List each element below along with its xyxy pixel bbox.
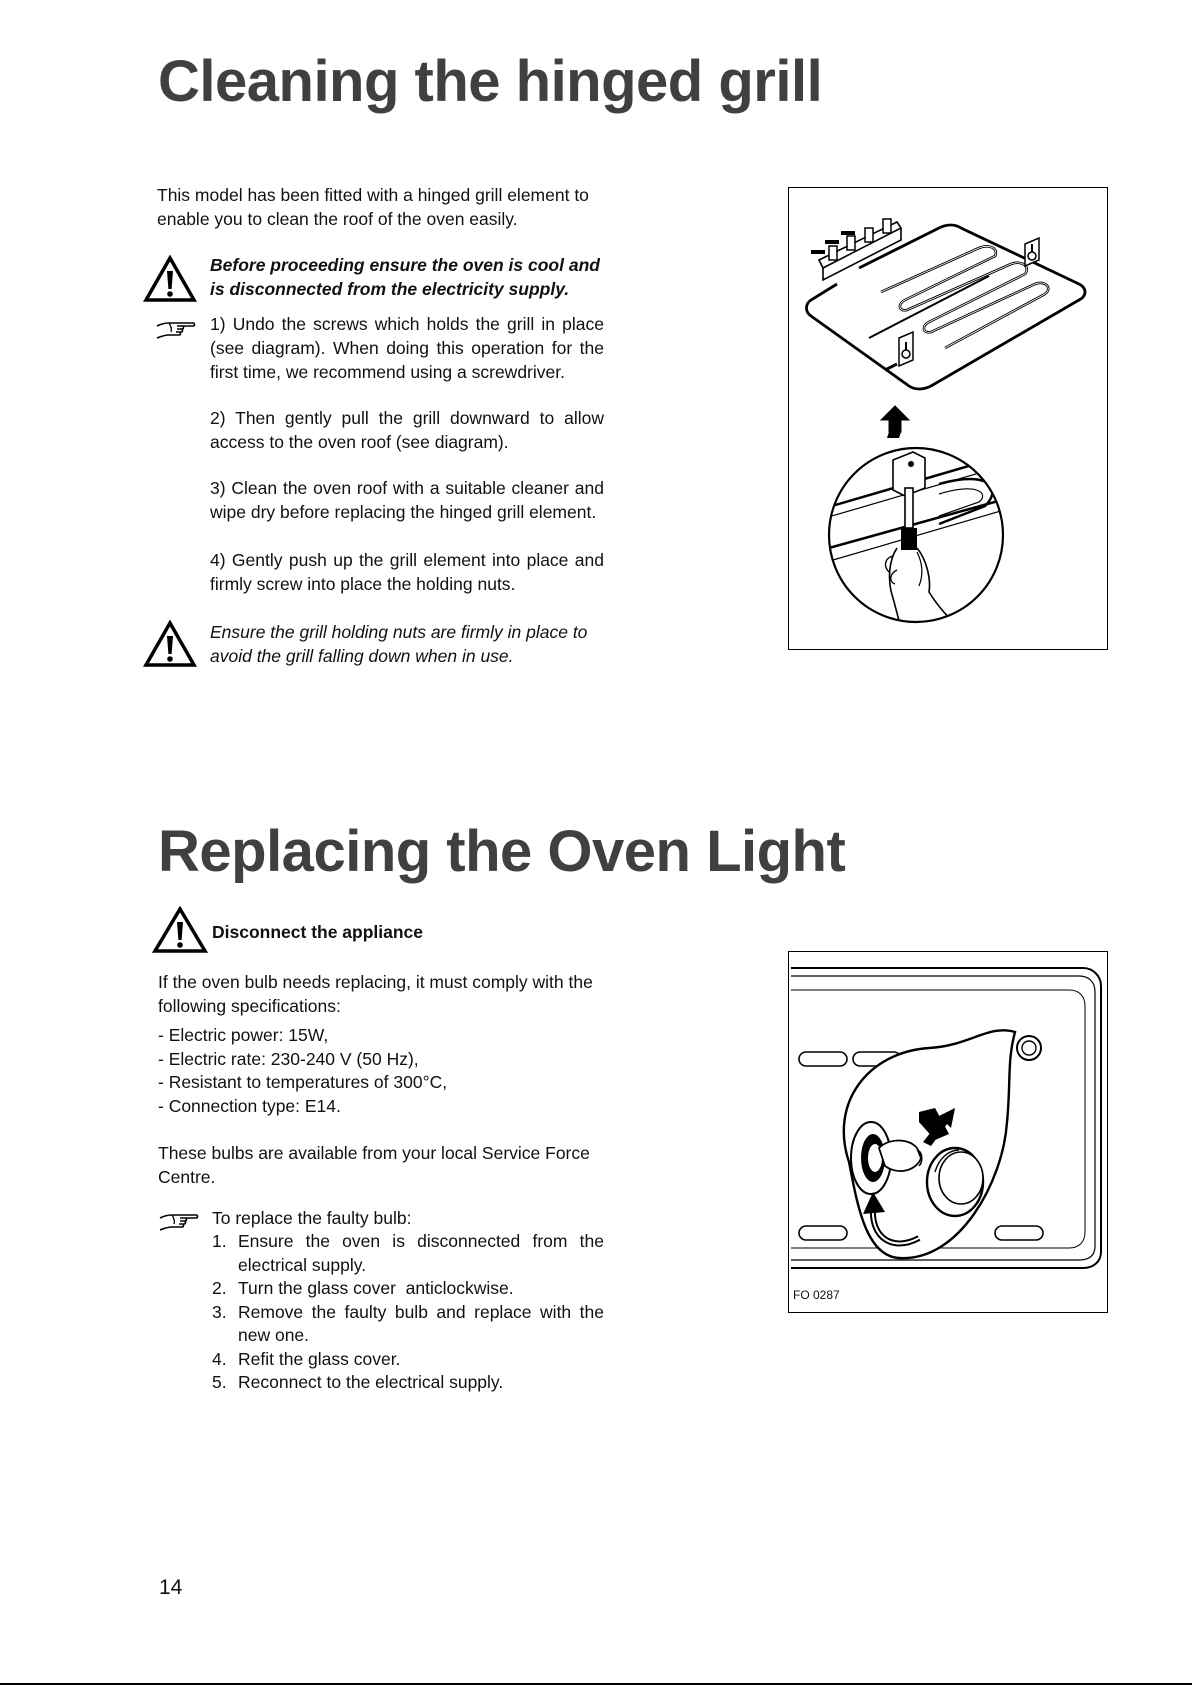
- step-text: Turn the glass cover anticlockwise.: [238, 1278, 514, 1298]
- pointing-hand-icon: [158, 1210, 200, 1234]
- spec-item: - Electric power: 15W,: [158, 1025, 329, 1045]
- section2-intro: If the oven bulb needs replacing, it must comply with the following specifications:: [158, 972, 593, 1016]
- list-item: [212, 1301, 604, 1348]
- section1-intro: This model has been fitted with a hinged grill element to enable you to clean the roof of the oven easily.: [157, 185, 589, 229]
- step-number: 5.: [212, 1372, 227, 1392]
- spec-item: - Connection type: E14.: [158, 1095, 341, 1116]
- step-text: Refit the glass cover.: [238, 1348, 401, 1369]
- warning-triangle-icon: [143, 255, 197, 303]
- figure-code: FO 0287: [793, 1288, 840, 1302]
- pointing-hand-icon: [155, 318, 197, 342]
- list-item: [212, 1371, 604, 1395]
- bulb-specifications-list: [158, 1024, 608, 1118]
- step-text: Reconnect to the electrical supply.: [238, 1372, 504, 1392]
- spec-item: - Resistant to temperatures of 300°C,: [158, 1072, 448, 1092]
- section1-warning1: Before proceeding ensure the oven is cool and is disconnected from the electricity supply.: [210, 255, 600, 299]
- section2-warning: Disconnect the appliance: [212, 922, 424, 942]
- list-item: [212, 1277, 604, 1301]
- step-text: Ensure the oven is disconnected from the electrical supply.: [238, 1231, 604, 1275]
- replace-bulb-intro: To replace the faulty bulb:: [212, 1208, 412, 1228]
- replace-bulb-steps: [212, 1230, 604, 1395]
- section1-step2: 2) Then gently pull the grill downward to allow access to the oven roof (see diagram).: [210, 408, 604, 452]
- step-number: 1.: [212, 1231, 227, 1251]
- section1-step1: 1) Undo the screws which holds the grill in place (see diagram). When doing this operation for the first time, we recommend using a screwdriver.: [210, 314, 604, 382]
- warning-triangle-icon: [152, 906, 208, 954]
- step-text: Remove the faulty bulb and replace with the new one.: [238, 1301, 604, 1345]
- section1-step3: 3) Clean the oven roof with a suitable cleaner and wipe dry before replacing the hinged grill element.: [210, 478, 604, 522]
- spec-item: - Electric rate: 230-240 V (50 Hz),: [158, 1048, 419, 1069]
- section1-title: Cleaning the hinged grill: [158, 49, 823, 114]
- grill-diagram: [788, 187, 1108, 650]
- warning-triangle-icon: [143, 620, 197, 668]
- section1-step4: 4) Gently push up the grill element into place and firmly screw into place the holding nuts.: [210, 550, 604, 594]
- list-item: [212, 1230, 604, 1277]
- step-number: 3.: [212, 1301, 227, 1322]
- oven-light-illustration: [789, 952, 1106, 1311]
- section2-availability: These bulbs are available from your local Service Force Centre.: [158, 1143, 590, 1187]
- oven-light-diagram: [788, 951, 1108, 1313]
- step-number: 4.: [212, 1348, 227, 1369]
- section1-warning2: Ensure the grill holding nuts are firmly in place to avoid the grill falling down when in use.: [210, 622, 588, 666]
- page-number: 14: [159, 1576, 183, 1599]
- step-number: 2.: [212, 1278, 227, 1298]
- grill-element-illustration: [789, 188, 1106, 648]
- list-item: [212, 1348, 604, 1372]
- section2-title: Replacing the Oven Light: [158, 819, 846, 884]
